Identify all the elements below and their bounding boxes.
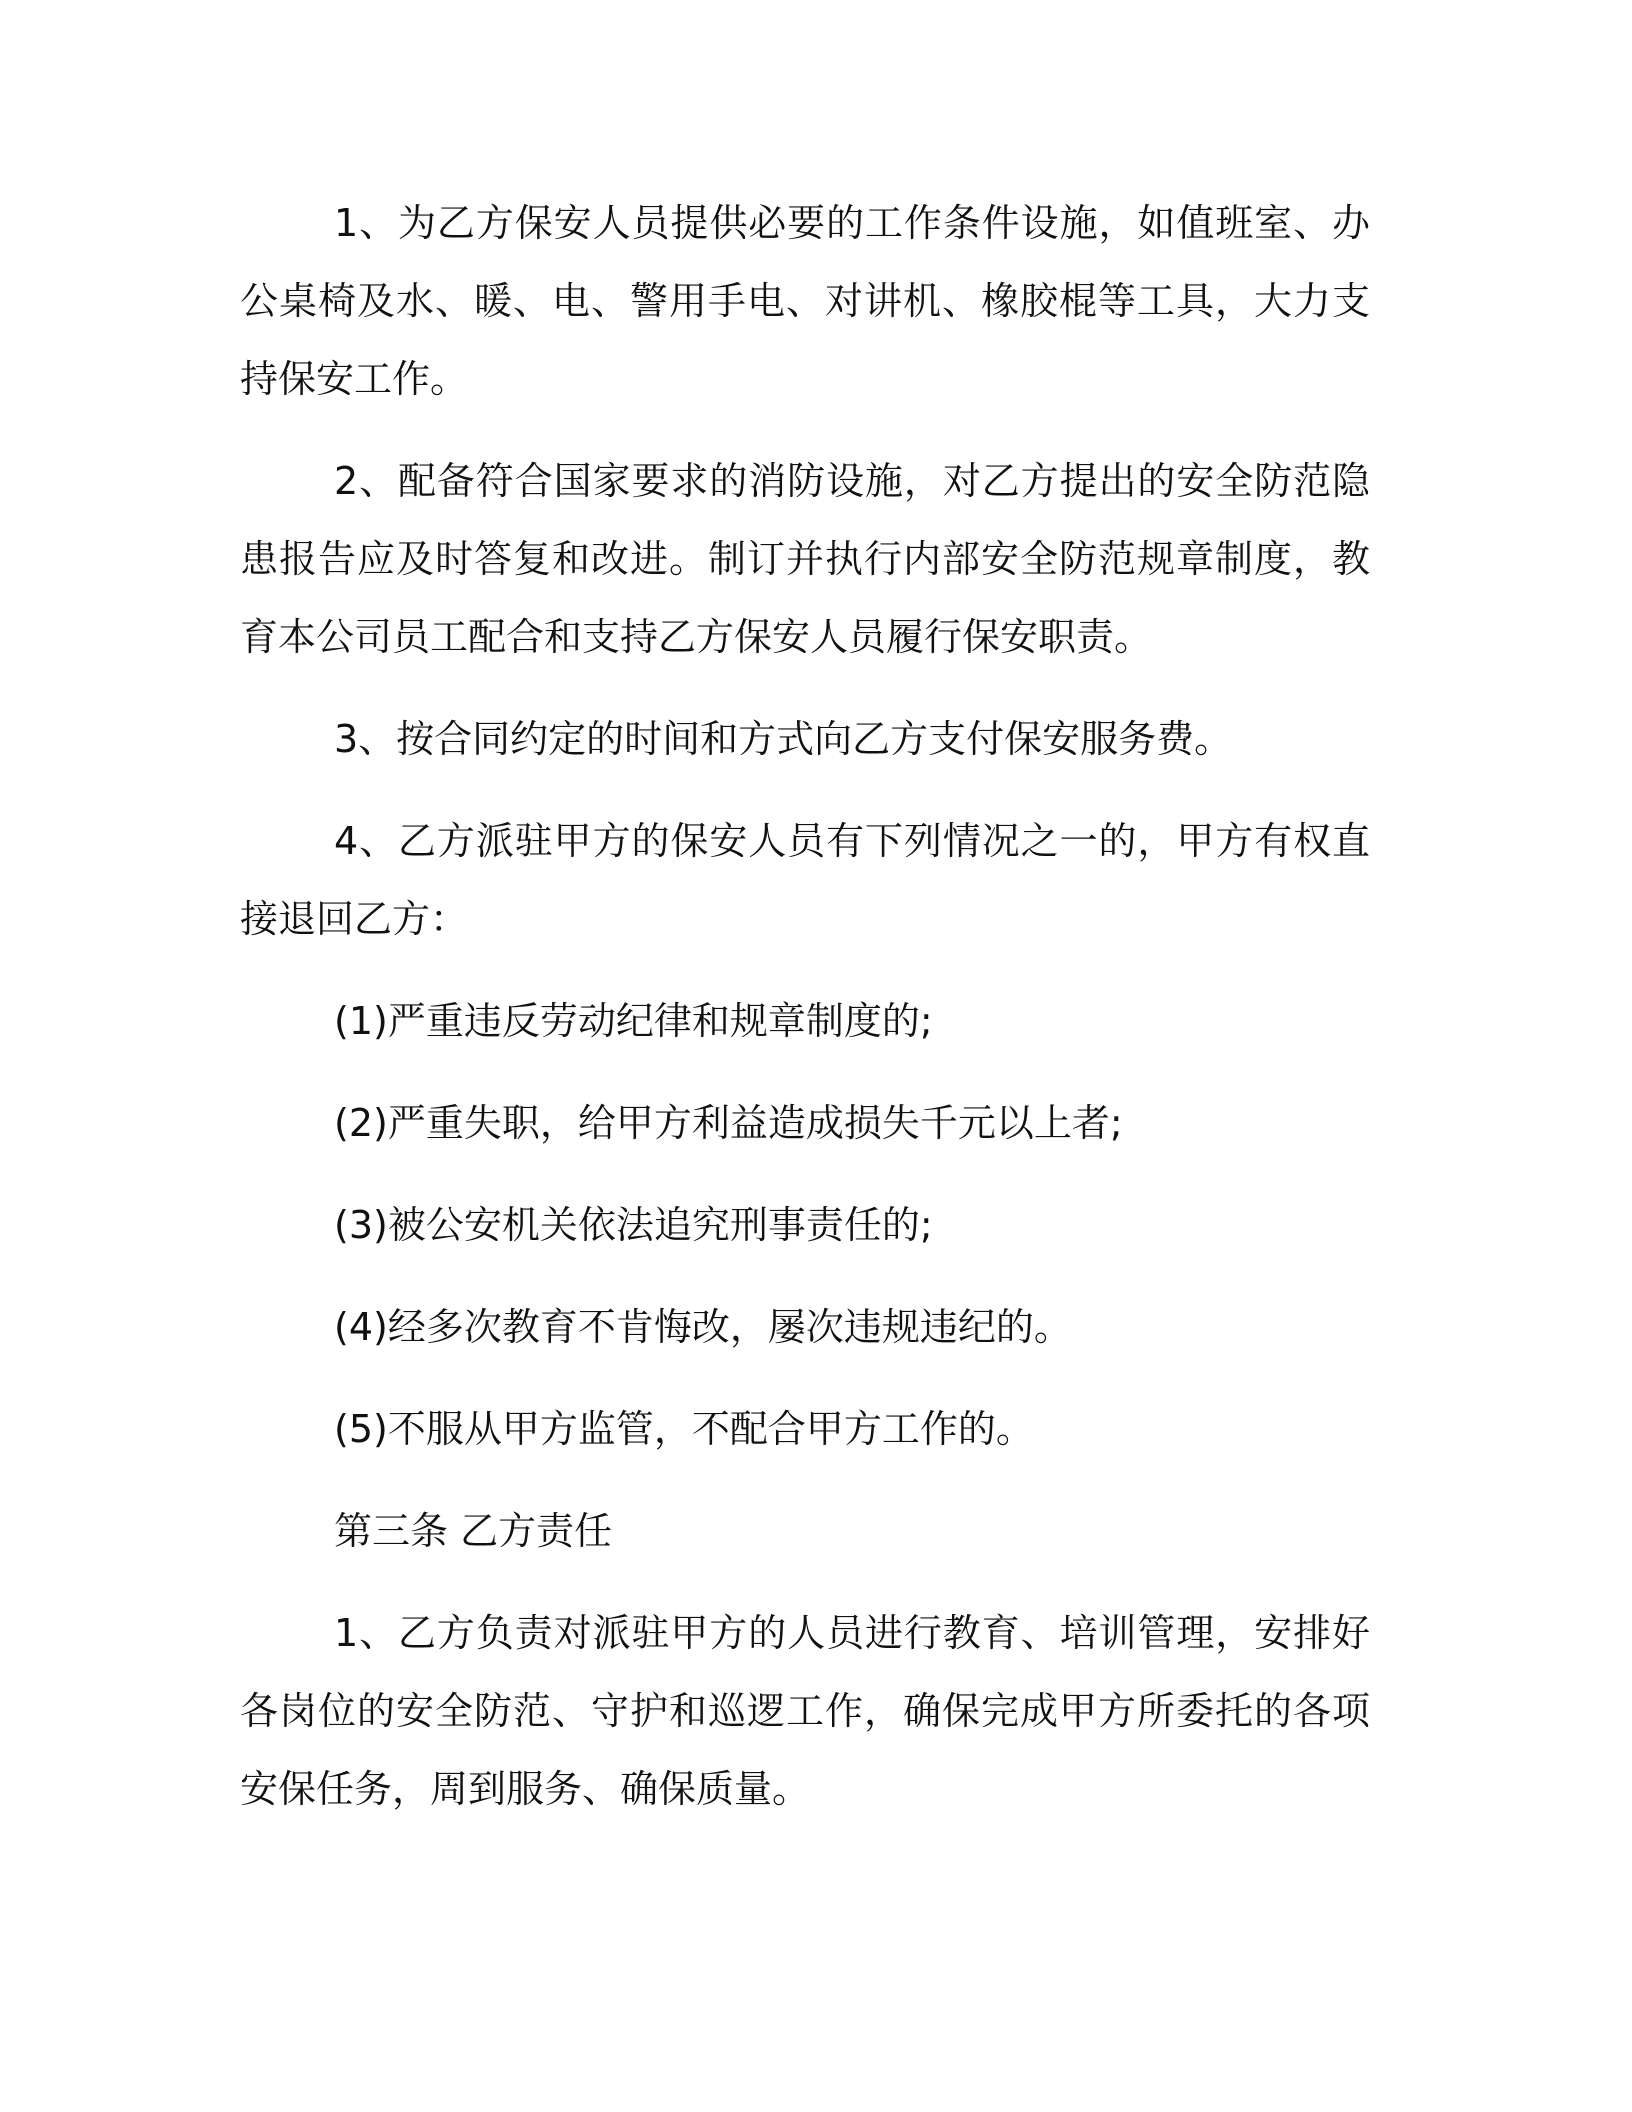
list-item-5: (5)不服从甲方监管，不配合甲方工作的。 bbox=[334, 1407, 1034, 1451]
paragraph-party-a-duty-2: 2、配备符合国家要求的消防设施，对乙方提出的安全防范隐患报告应及时答复和改进。制订并执行内部安全防范规章制度，教育本公司员工配合和支持乙方保安人员履行保安职责。 bbox=[240, 459, 1370, 659]
document-body bbox=[240, 184, 1370, 1852]
list-item-2: (2)严重失职，给甲方利益造成损失千元以上者; bbox=[334, 1101, 1123, 1145]
section-heading-article-3: 第三条 乙方责任 bbox=[334, 1509, 613, 1553]
list-item-3: (3)被公安机关依法追究刑事责任的; bbox=[334, 1203, 933, 1247]
list-item-4: (4)经多次教育不肯悔改，屡次违规违纪的。 bbox=[334, 1305, 1072, 1349]
paragraph-party-a-duty-3: 3、按合同约定的时间和方式向乙方支付保安服务费。 bbox=[334, 717, 1233, 761]
paragraph-party-a-duty-1: 1、为乙方保安人员提供必要的工作条件设施，如值班室、办公桌椅及水、暖、电、警用手电、对讲机、橡胶棍等工具，大力支持保安工作。 bbox=[240, 201, 1370, 401]
paragraph-party-a-duty-4: 4、乙方派驻甲方的保安人员有下列情况之一的，甲方有权直接退回乙方： bbox=[240, 819, 1370, 941]
paragraph-party-b-duty-1: 1、乙方负责对派驻甲方的人员进行教育、培训管理，安排好各岗位的安全防范、守护和巡逻工作，确保完成甲方所委托的各项安保任务，周到服务、确保质量。 bbox=[240, 1611, 1370, 1811]
list-item-1: (1)严重违反劳动纪律和规章制度的; bbox=[334, 999, 933, 1043]
